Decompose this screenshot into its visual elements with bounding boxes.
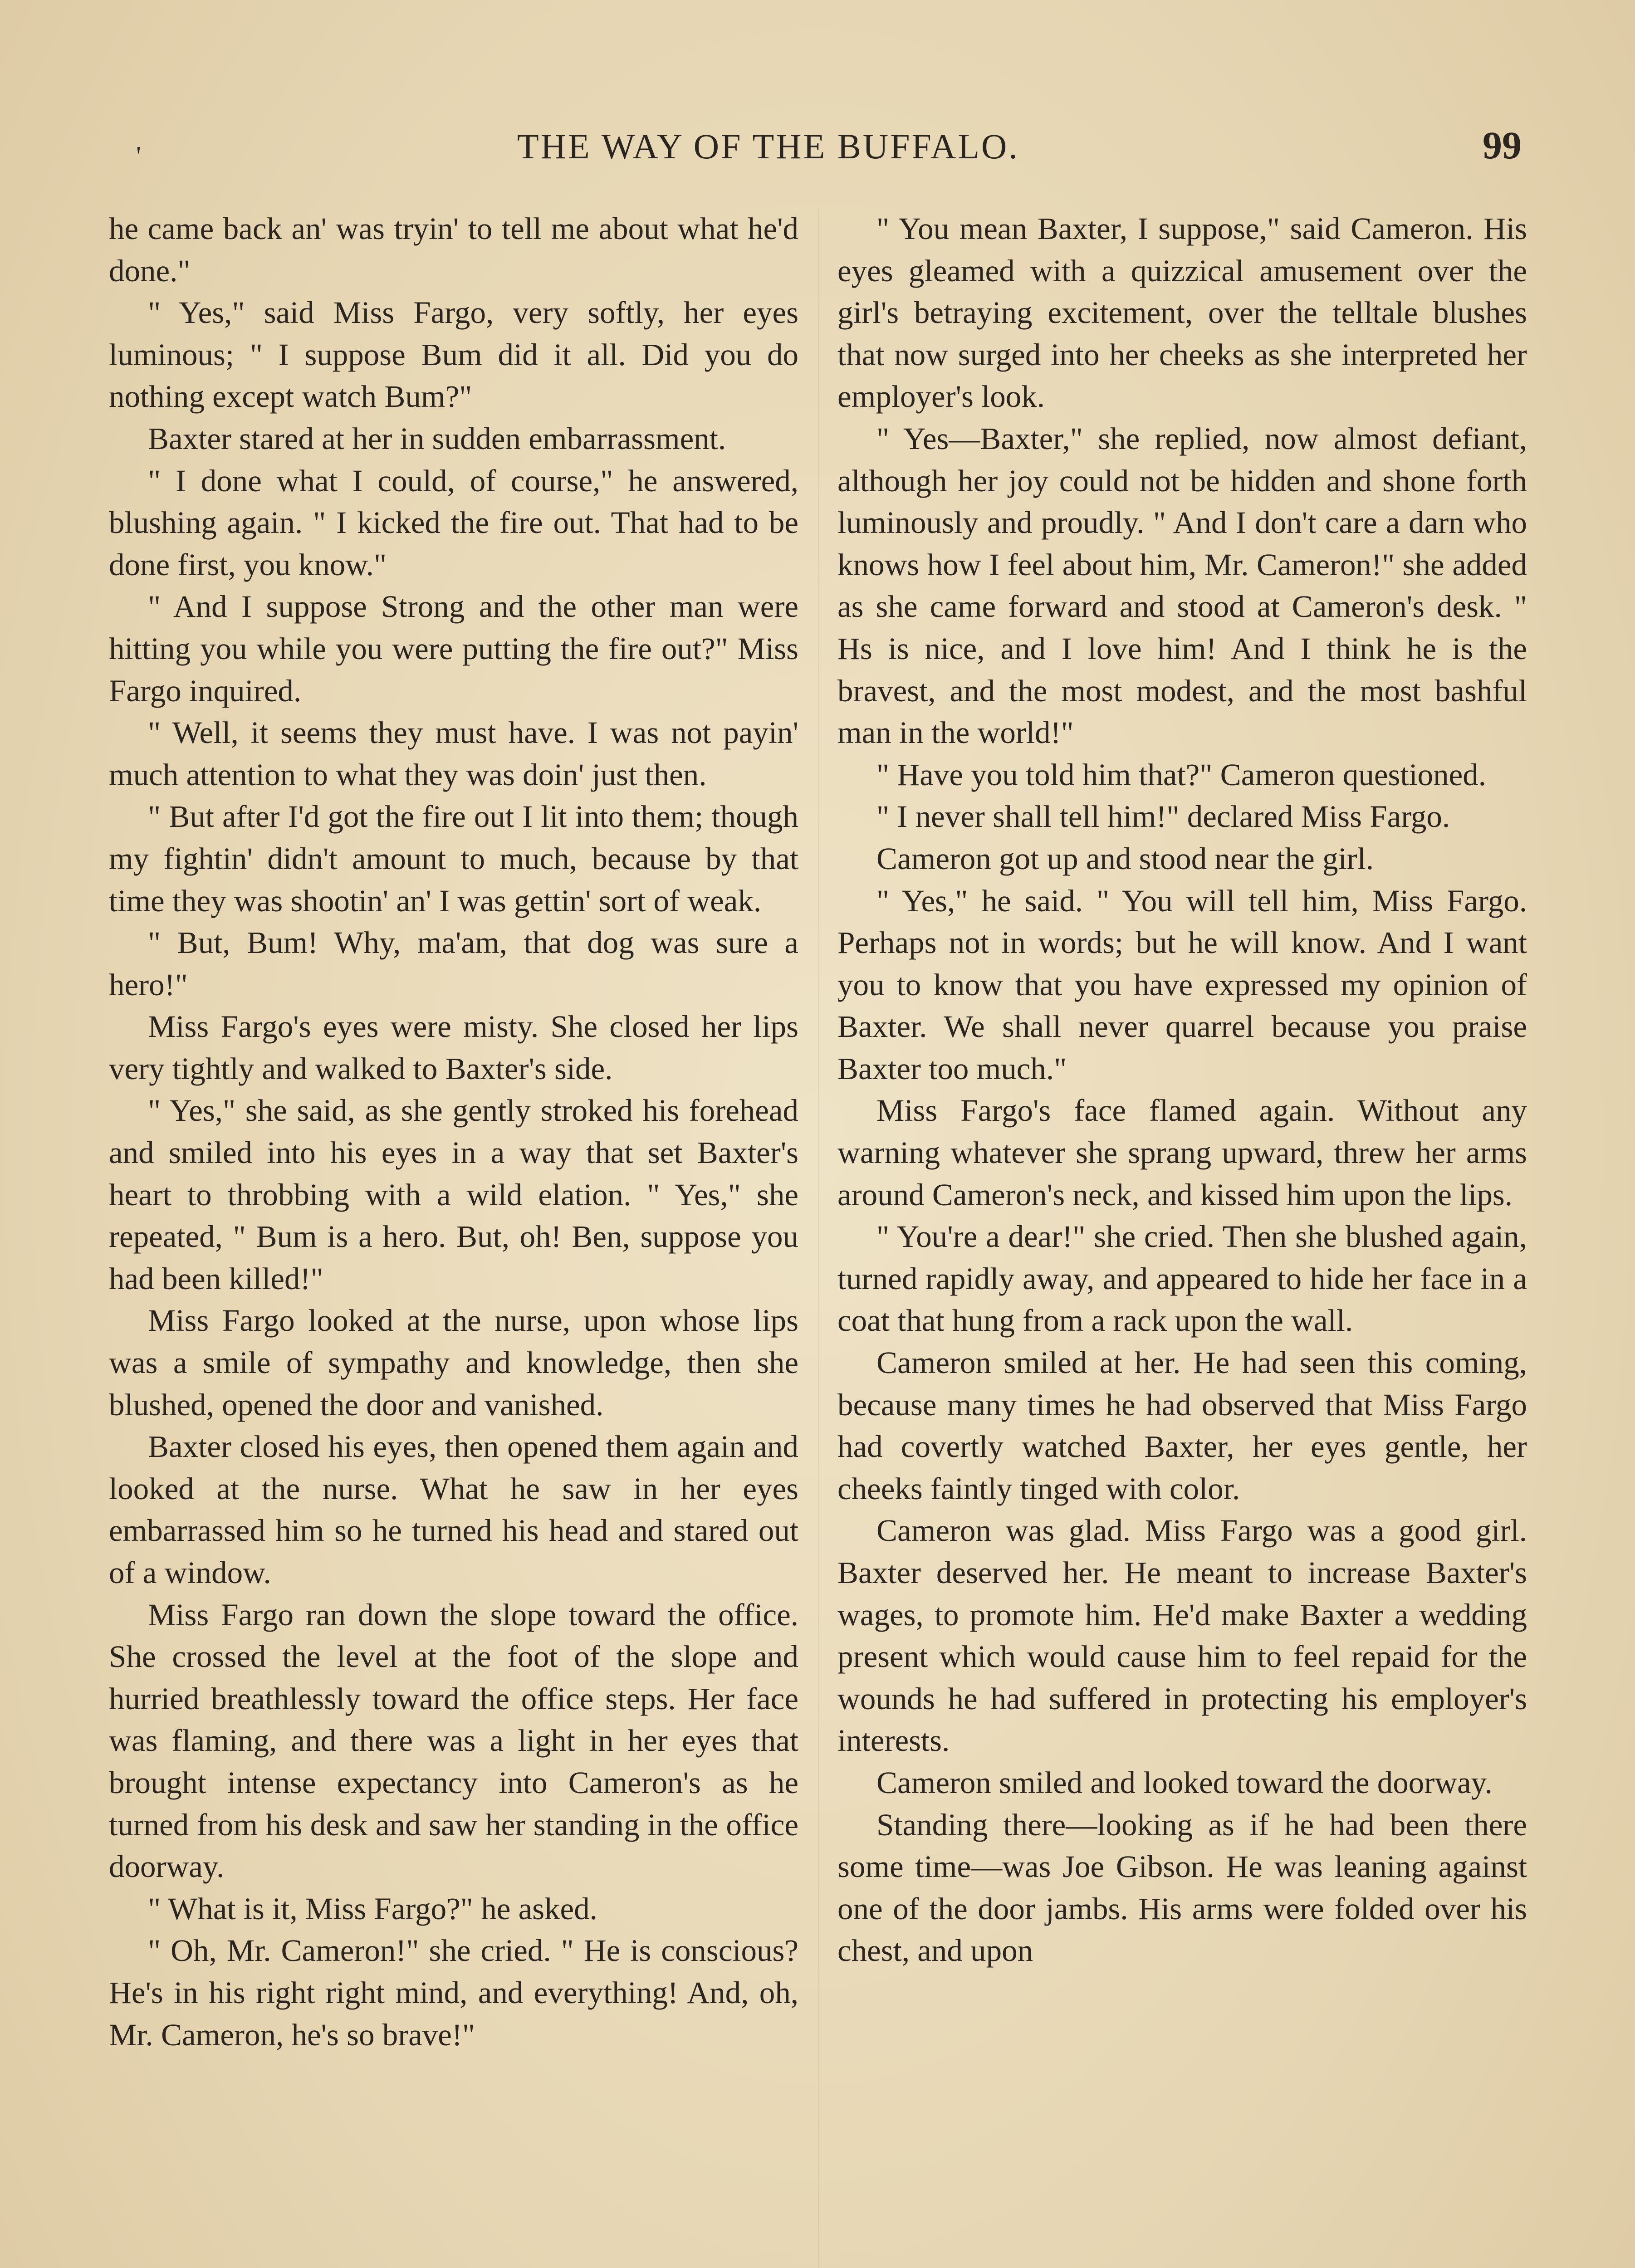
right-column — [837, 208, 1527, 1972]
paragraph: " Oh, Mr. Cameron!" she cried. " He is conscious? He's in his right right mind, and everything! And, oh, Mr. Cameron, he's so brave!" — [109, 1933, 798, 2052]
running-title: THE WAY OF THE BUFFALO. — [517, 127, 1019, 166]
paragraph: " I done what I could, of course," he answered, blushing again. " I kicked the fire out. That had to be done first, you know." — [109, 463, 798, 582]
paragraph: " Yes," she said, as she gently stroked his forehead and smiled into his eyes in a way that set Baxter's heart to throbbing with a wild elation. " Yes," she repeated, " Bum is a hero. But, oh! Ben, suppose you had been killed!" — [109, 1093, 798, 1296]
paragraph: Miss Fargo looked at the nurse, upon whose lips was a smile of sympathy and knowledge, then she blushed, opened the door and vanished. — [109, 1303, 798, 1422]
paragraph: " Well, it seems they must have. I was not payin' much attention to what they was doin' just then. — [109, 715, 798, 792]
paragraph: " You mean Baxter, I suppose," said Cameron. His eyes gleamed with a quizzical amusement over the girl's betraying excitement, over the telltale blushes that now surged into her cheeks as she interpreted her employer's look. — [837, 211, 1527, 414]
paragraph: " I never shall tell him!" declared Miss Fargo. — [876, 799, 1450, 834]
paragraph: " Yes," he said. " You will tell him, Miss Fargo. Perhaps not in words; but he will know. And I want you to know that you have expressed my opinion of Baxter. We shall never quarrel because you praise Baxter too much." — [837, 883, 1527, 1086]
paragraph: " But, Bum! Why, ma'am, that dog was sure a hero!" — [109, 925, 798, 1002]
paragraph: " And I suppose Strong and the other man were hitting you while you were putting the fire out?" Miss Fargo inquired. — [109, 589, 798, 708]
left-column — [109, 208, 798, 2056]
page-number: 99 — [1483, 123, 1522, 167]
paragraph: Miss Fargo ran down the slope toward the office. She crossed the level at the foot of the slope and hurried breathlessly toward the office steps. Her face was flaming, and there was a light in her eyes that brought intense expectancy into Cameron's as he turned from his desk and saw her standing in the office doorway. — [109, 1597, 798, 1884]
paragraph: Miss Fargo's eyes were misty. She closed her lips very tightly and walked to Baxter's side. — [109, 1009, 798, 1086]
header-mark: ' — [136, 141, 141, 171]
paragraph: Cameron got up and stood near the girl. — [876, 841, 1374, 876]
paragraph: Cameron was glad. Miss Fargo was a good girl. Baxter deserved her. He meant to increase Baxter's wages, to promote him. He'd make Baxter a wedding present which would cause him to feel repaid for the wounds he had suffered in protecting his employer's interests. — [837, 1513, 1527, 1758]
paragraph: he came back an' was tryin' to tell me about what he'd done." — [109, 211, 798, 288]
paragraph: Baxter closed his eyes, then opened them again and looked at the nurse. What he saw in her eyes embarrassed him so he turned his head and stared out of a window. — [109, 1429, 798, 1590]
paragraph: Miss Fargo's face flamed again. Without any warning whatever she sprang upward, threw her arms around Cameron's neck, and kissed him upon the lips. — [837, 1093, 1527, 1212]
paragraph: " Yes," said Miss Fargo, very softly, her eyes luminous; " I suppose Bum did it all. Did you do nothing except watch Bum?" — [109, 295, 798, 414]
paragraph: " But after I'd got the fire out I lit into them; though my fightin' didn't amount to much, because by that time they was shootin' an' I was gettin' sort of weak. — [109, 799, 798, 918]
paragraph: " You're a dear!" she cried. Then she blushed again, turned rapidly away, and appeared to hide her face in a coat that hung from a rack upon the wall. — [837, 1219, 1527, 1338]
paragraph: Baxter stared at her in sudden embarrassment. — [148, 421, 726, 456]
paragraph: " Yes—Baxter," she replied, now almost defiant, although her joy could not be hidden and shone forth luminously and proudly. " And I don't care a darn who knows how I feel about him, Mr. Cameron!" she added as she came forward and stood at Cameron's desk. " Hs is nice, and I love him! And I think he is the bravest, and the most modest, and the most bashful man in the world!" — [837, 421, 1527, 750]
paragraph: Standing there—looking as if he had been there some time—was Joe Gibson. He was leaning against one of the door jambs. His arms were folded over his chest, and upon — [837, 1807, 1527, 1968]
paragraph: Cameron smiled at her. He had seen this coming, because many times he had observed that Miss Fargo had covertly watched Baxter, her eyes gentle, her cheeks faintly tinged with color. — [837, 1345, 1527, 1506]
paragraph: " What is it, Miss Fargo?" he asked. — [148, 1891, 597, 1926]
paragraph: " Have you told him that?" Cameron questioned. — [876, 757, 1487, 792]
paragraph: Cameron smiled and looked toward the doorway. — [876, 1765, 1493, 1800]
page-header — [0, 122, 1635, 172]
column-gutter — [818, 209, 819, 2268]
